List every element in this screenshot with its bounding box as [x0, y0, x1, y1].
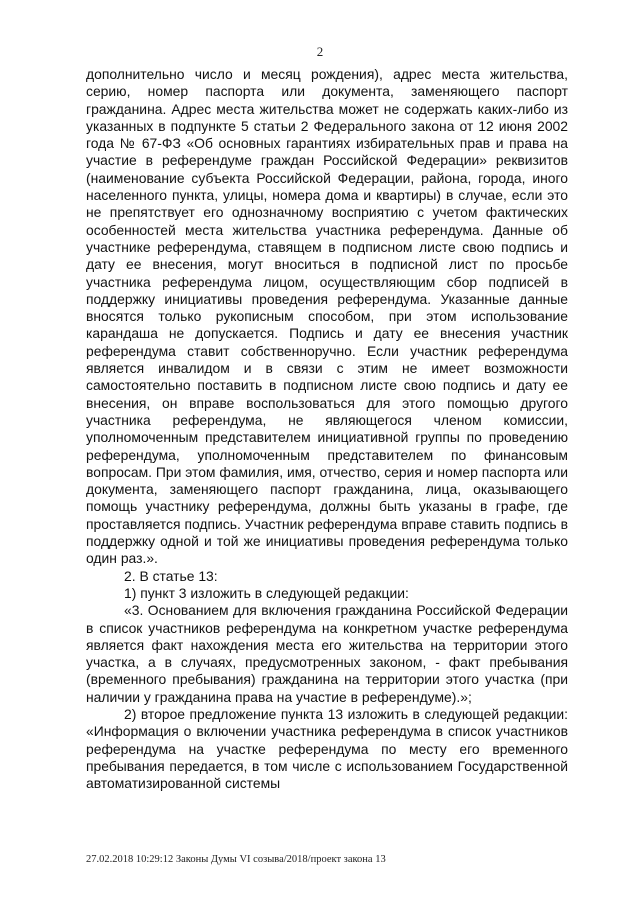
paragraph-item-1-text: «3. Основанием для включения гражданина Российской Федерации в список участников референдума на конкретном участке референдума является факт нахождения места его жительства на территории этого участка, а в случаях, предусмотренных законом, - факт пребывания (временного пребывания) гражданина на территории этого участка (при наличии у гражданина права на участие в референдуме).»;: [86, 602, 568, 705]
page-number: 2: [316, 44, 324, 59]
paragraph-continuation: дополнительно число и месяц рождения), адрес места жительства, серию, номер паспорта или документа, заменяющего паспорт гражданина. Адрес места жительства может не содержать каких-либо из указанных в подпункте 5 статьи 2 Федерального закона от 12 июня 2002 года № 67-ФЗ «Об основных гарантиях избирательных прав и права на участие в референдуме граждан Российской Федерации» реквизитов (наименование субъекта Российской Федерации, района, города, иного населенного пункта, улицы, номера дома и квартиры) в случае, если это не препятствует его однозначному восприятию с учетом фактических особенностей места жительства участника референдума. Данные об участнике референдума, ставящем в подписном листе свою подпись и дату ее внесения, могут вноситься в подписной лист по просьбе участника референдума лицом, осуществляющим сбор подписей в поддержку инициативы проведения референдума. Указанные данные вносятся только рукописным способом, при этом использование карандаша не допускается. Подпись и дату ее внесения участник референдума ставит собственноручно. Если участник референдума является инвалидом и в связи с этим не имеет возможности самостоятельно поставить в подписном листе свою подпись и дату ее внесения, он вправе воспользоваться для этого помощью другого участника референдума, не являющегося членом комиссии, уполномоченным представителем инициативной группы по проведению референдума, уполномоченным представителем по финансовым вопросам. При этом фамилия, имя, отчество, серия и номер паспорта или документа, заменяющего паспорт гражданина, лица, оказывающего помощь участнику референдума, должны быть указаны в графе, где проставляется подпись. Участник референдума вправе ставить подпись в поддержку одной и той же инициативы проведения референдума только один раз.».: [86, 66, 568, 567]
paragraph-item-2: 2) второе предложение пункта 13 изложить в следующей редакции: «Информация о включении участника референдума в список участников референдума на участке референдума по месту его временного пребывания передается, в том числе с использованием Государственной автоматизированной системы: [86, 705, 568, 792]
paragraph-item-1: 1) пункт 3 изложить в следующей редакции:: [124, 584, 409, 601]
page-footer: 27.02.2018 10:29:12 Законы Думы VI созыва/2018/проект закона 13: [86, 854, 386, 865]
document-body: [86, 66, 568, 792]
paragraph-article-13-heading: 2. В статье 13:: [124, 567, 218, 584]
